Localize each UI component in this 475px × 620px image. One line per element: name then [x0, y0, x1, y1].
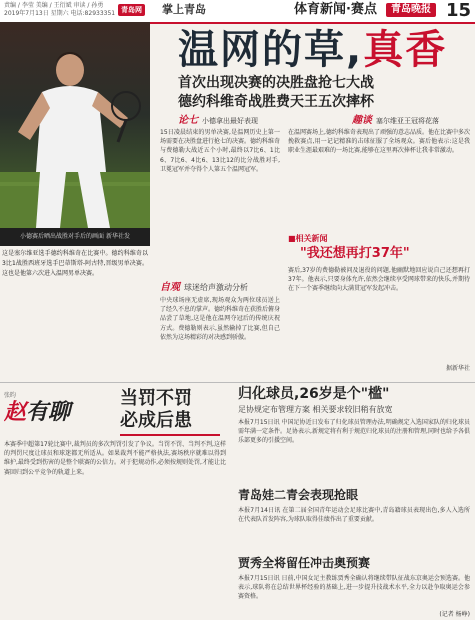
- story4-body: 本报7月15日讯 日前,中国女足主教练贾秀全确认将继续带队征战东京奥运会预选赛。他表示,球队将在总结世界杯经验的基础上,进一步提升技战术水平,全力以赴争取奥运会参赛资格。: [238, 575, 470, 601]
- story4-byline: (记者 杨峥): [439, 611, 470, 618]
- editor-credits: 责编 / 李莹 美编 / 王衍斌 审读 / 孙勇: [4, 2, 104, 9]
- related-byline: 据新华社: [445, 365, 470, 372]
- article1-byline: [178, 116, 258, 126]
- related-quote-headline: "我还想再打37年": [300, 246, 410, 261]
- issue-date: 2019年7月13日 星期六 电话:82933351: [4, 10, 116, 17]
- column-headline-underline: [120, 434, 220, 436]
- subheadline-line-2: 德约科维奇战胜费天王五次摔杯: [178, 94, 374, 110]
- column-body: 本赛季中超第17轮比赛中,裁判员的多次判罚引发了争议。当罚不罚、当判不判,这样的判罚尺度让球员和球迷都无所适从。如果裁判不能严格执法,赛场秩序就难以得到维护,最终受到伤害的是整个联赛的公信力。对于犯规动作,必须按规则处罚,才能让比赛回归到公平竞争的轨道上来。: [4, 441, 226, 476]
- story2-subheadline: 足协规定布管理方案 相关要求较旧稍有放宽: [238, 405, 393, 414]
- column-headline-line-1: 当罚不罚: [120, 388, 192, 409]
- column-headline: [120, 388, 226, 436]
- related-body: 赛后,37岁的费德勒被问及退役的问题,他幽默地回应说自己还想再打37年。他表示,只要身体允许,依然会继续享受网球带来的快乐,并期待在下一个赛季继续向大满贯冠军发起冲击。: [288, 267, 470, 293]
- main-subheadline: [178, 74, 374, 112]
- article2-body: 在温网赛场上,德约科维奇表现出了顽强的意志品质。他在比赛中多次挽救赛点,用一记记精准的击球征服了全场观众。赛后他表示:这是我职业生涯最艰难的一场比赛,能够在这里再次捧杯让我非常激动。: [288, 129, 470, 155]
- section-divider: [0, 382, 475, 383]
- article2-byline: [352, 116, 439, 126]
- header-meta: [4, 2, 115, 18]
- article1-body: 15日凌晨结束的男单决赛,是温网历史上第一场需要在决胜盘进行抢七的决赛。德约科维奇与费德勒大战近五个小时,最终以7比6、1比6、7比6、4比6、13比12的比分战胜对手,卫冕冠军并夺得个人第五个温网冠军。: [160, 129, 280, 173]
- byline-mark: 趣谈: [352, 115, 372, 126]
- byline-text: 小德拿出最好表现: [202, 117, 258, 125]
- photo-lead-text: 这是塞尔维亚选手德约科维奇在比赛中。德约科维奇以3比1战胜西班牙选手巴蒂斯塔-阿古特,晋级男单决赛。这也是他第六次进入温网男单决赛。: [2, 250, 148, 277]
- story3-headline: 青岛娃二青会表现抢眼: [238, 488, 359, 502]
- tennis-player-photo: [0, 22, 150, 228]
- column-logo-b: 有聊: [26, 400, 71, 425]
- headline-part-b: 真香: [363, 27, 448, 73]
- byline-mark: 自观: [160, 282, 180, 293]
- related-news-tag: ■相关新闻: [288, 234, 328, 243]
- column-logo-a: 赵: [4, 400, 27, 425]
- headline-part-a: 温网的草,: [178, 27, 364, 73]
- article3-body: 中央球场座无虚席,现场观众为两位球员送上了经久不息的掌声。德约科维奇在获胜后俯身品尝了草地,这是他在温网夺冠后的传统庆祝方式。费德勒则表示,虽然输掉了比赛,但自己依然为这场精彩的对决感到骄傲。: [160, 297, 280, 341]
- subheadline-line-1: 首次出现决赛的决胜盘抢七大战: [178, 75, 374, 91]
- article3-byline: [160, 282, 248, 294]
- story2-body: 本报7月15日讯 中国足协近日发布了归化球员管理办法,明确规定入选国家队的归化球员需年满一定条件。足协表示,新规定将有利于规范归化球员的注册和管理,同时也给予各俱乐部更多的引援空间。: [238, 419, 470, 445]
- column-brand: [4, 392, 114, 436]
- app-logo: 掌上青岛: [162, 3, 206, 16]
- main-headline: [178, 28, 447, 72]
- column-headline-line-2: 必成后患: [120, 410, 192, 431]
- newspaper-logo: 青岛晚报: [386, 3, 436, 17]
- byline-text: 塞尔维亚王冠将花落: [376, 117, 439, 125]
- byline-text: 球迷给声激动分析: [184, 283, 248, 292]
- byline-mark: 论七: [178, 115, 198, 126]
- story3-body: 本报7月14日讯 在第二届全国青年运动会足球比赛中,青岛籍球员表现出色,多人入选所在代表队首发阵容,为球队取得佳绩作出了重要贡献。: [238, 507, 470, 524]
- section-title: 体育新闻·赛点: [294, 2, 377, 17]
- photo-caption: 小德赛后晒出战胜对手后的画面 新华社发: [0, 228, 150, 246]
- page-number: 15: [446, 0, 472, 21]
- column-author: 张昀: [4, 392, 17, 399]
- column-logo: [4, 400, 114, 426]
- story2-headline: 归化球员,26岁是个"槛": [238, 386, 390, 402]
- qingdao-net-logo: 青岛网: [118, 4, 145, 16]
- story4-headline: 贾秀全将留任冲击奥预赛: [238, 556, 371, 570]
